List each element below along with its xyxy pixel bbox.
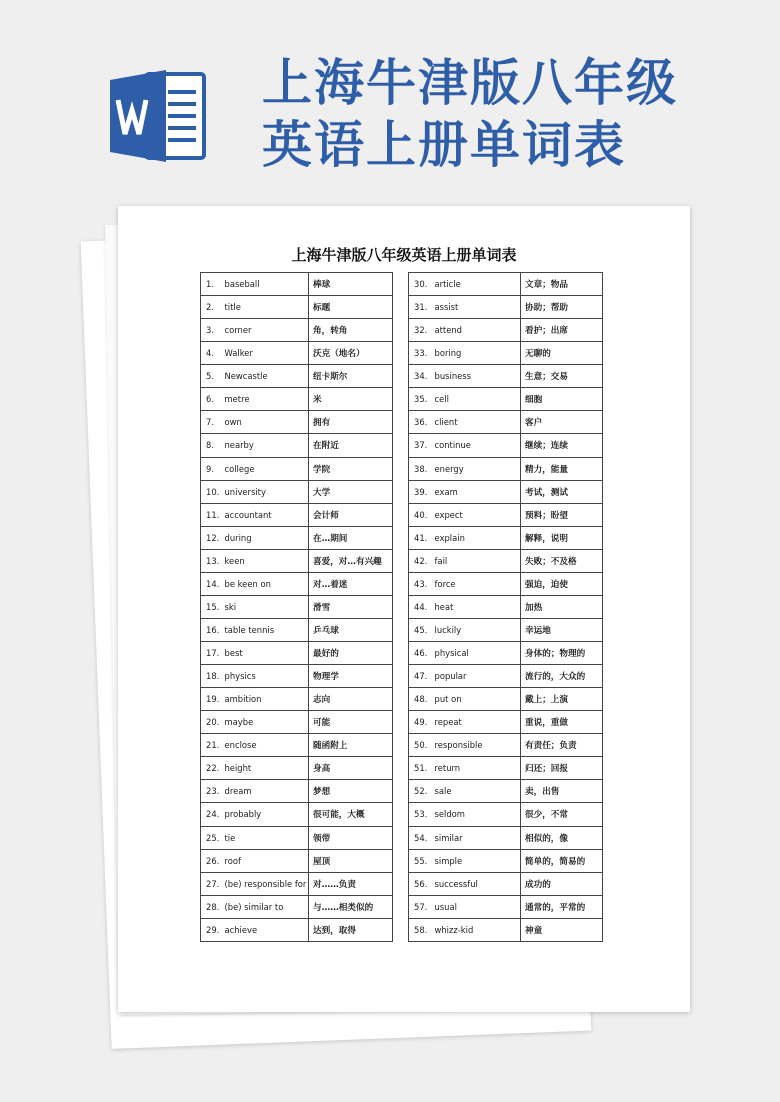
row-number: 32. <box>409 319 433 342</box>
word-chinese: 卖，出售 <box>521 780 603 803</box>
word-english: sale <box>433 780 521 803</box>
word-chinese: 标题 <box>309 296 393 319</box>
table-row <box>409 918 603 941</box>
word-chinese: 大学 <box>309 480 393 503</box>
word-english: article <box>433 273 521 296</box>
table-row <box>201 296 393 319</box>
table-row <box>409 826 603 849</box>
table-row <box>201 688 393 711</box>
word-chinese: 文章；物品 <box>521 273 603 296</box>
row-number: 41. <box>409 526 433 549</box>
row-number: 3. <box>201 319 223 342</box>
row-number: 31. <box>409 296 433 319</box>
row-number: 24. <box>201 803 223 826</box>
table-row <box>201 780 393 803</box>
word-english: during <box>223 526 309 549</box>
word-chinese: 对……负责 <box>309 872 393 895</box>
table-row <box>201 434 393 457</box>
table-row <box>409 480 603 503</box>
table-row <box>201 757 393 780</box>
word-chinese: 强迫，迫使 <box>521 572 603 595</box>
word-english: successful <box>433 872 521 895</box>
word-english: business <box>433 365 521 388</box>
word-english: boring <box>433 342 521 365</box>
row-number: 58. <box>409 918 433 941</box>
row-number: 1. <box>201 273 223 296</box>
word-english: responsible <box>433 734 521 757</box>
word-chinese: 随函附上 <box>309 734 393 757</box>
word-english: title <box>223 296 309 319</box>
document-sheet <box>118 206 690 1012</box>
table-row <box>201 457 393 480</box>
word-chinese: 有责任；负责 <box>521 734 603 757</box>
row-number: 8. <box>201 434 223 457</box>
table-row <box>201 642 393 665</box>
word-english: simple <box>433 849 521 872</box>
row-number: 4. <box>201 342 223 365</box>
word-chinese: 继续；连续 <box>521 434 603 457</box>
table-row <box>201 803 393 826</box>
table-row <box>409 342 603 365</box>
word-chinese: 乒乓球 <box>309 618 393 641</box>
document-title: 上海牛津版八年级英语上册单词表 <box>291 246 517 264</box>
table-row <box>409 803 603 826</box>
row-number: 48. <box>409 688 433 711</box>
word-chinese: 相似的，像 <box>521 826 603 849</box>
word-english: similar <box>433 826 521 849</box>
table-row <box>409 780 603 803</box>
word-english: expect <box>433 503 521 526</box>
table-row <box>409 457 603 480</box>
table-row <box>201 526 393 549</box>
row-number: 47. <box>409 665 433 688</box>
word-chinese: 无聊的 <box>521 342 603 365</box>
row-number: 49. <box>409 711 433 734</box>
title-line-2: 英语上册单词表 <box>262 115 626 174</box>
word-chinese: 对…着迷 <box>309 572 393 595</box>
table-row <box>409 757 603 780</box>
page-title <box>262 52 678 176</box>
row-number: 36. <box>409 411 433 434</box>
word-english: tie <box>223 826 309 849</box>
table-row <box>201 342 393 365</box>
table-row <box>409 296 603 319</box>
word-english: put on <box>433 688 521 711</box>
row-number: 16. <box>201 618 223 641</box>
word-english: ambition <box>223 688 309 711</box>
word-english: roof <box>223 849 309 872</box>
word-english: luckily <box>433 618 521 641</box>
table-row <box>201 273 393 296</box>
row-number: 57. <box>409 895 433 918</box>
table-row <box>409 388 603 411</box>
row-number: 37. <box>409 434 433 457</box>
word-chinese: 棒球 <box>309 273 393 296</box>
word-english: explain <box>433 526 521 549</box>
word-chinese: 屋顶 <box>309 849 393 872</box>
word-english: nearby <box>223 434 309 457</box>
row-number: 39. <box>409 480 433 503</box>
table-row <box>201 665 393 688</box>
table-row <box>409 734 603 757</box>
row-number: 13. <box>201 549 223 572</box>
table-row <box>201 549 393 572</box>
word-chinese: 简单的，简易的 <box>521 849 603 872</box>
row-number: 20. <box>201 711 223 734</box>
word-chinese: 重说，重做 <box>521 711 603 734</box>
table-row <box>409 665 603 688</box>
word-chinese: 喜爱，对…有兴趣 <box>309 549 393 572</box>
row-number: 17. <box>201 642 223 665</box>
word-chinese: 生意；交易 <box>521 365 603 388</box>
table-row <box>409 365 603 388</box>
word-english: energy <box>433 457 521 480</box>
word-chinese: 可能 <box>309 711 393 734</box>
word-english: fail <box>433 549 521 572</box>
word-english: be keen on <box>223 572 309 595</box>
word-english: return <box>433 757 521 780</box>
word-english: corner <box>223 319 309 342</box>
table-row <box>201 503 393 526</box>
row-number: 23. <box>201 780 223 803</box>
word-chinese: 沃克（地名） <box>309 342 393 365</box>
row-number: 51. <box>409 757 433 780</box>
table-row <box>409 526 603 549</box>
row-number: 50. <box>409 734 433 757</box>
table-row <box>201 411 393 434</box>
row-number: 5. <box>201 365 223 388</box>
word-english: cell <box>433 388 521 411</box>
row-number: 52. <box>409 780 433 803</box>
row-number: 30. <box>409 273 433 296</box>
word-english: baseball <box>223 273 309 296</box>
word-chinese: 身体的；物理的 <box>521 642 603 665</box>
table-row <box>201 849 393 872</box>
word-chinese: 梦想 <box>309 780 393 803</box>
table-row <box>409 711 603 734</box>
row-number: 7. <box>201 411 223 434</box>
table-row <box>201 365 393 388</box>
row-number: 42. <box>409 549 433 572</box>
word-english: height <box>223 757 309 780</box>
row-number: 35. <box>409 388 433 411</box>
word-english: seldom <box>433 803 521 826</box>
row-number: 22. <box>201 757 223 780</box>
table-row <box>201 388 393 411</box>
word-chinese: 解释，说明 <box>521 526 603 549</box>
word-english: dream <box>223 780 309 803</box>
table-row <box>409 549 603 572</box>
table-row <box>409 434 603 457</box>
table-row <box>409 273 603 296</box>
word-chinese: 看护；出席 <box>521 319 603 342</box>
table-row <box>409 319 603 342</box>
row-number: 54. <box>409 826 433 849</box>
word-chinese: 物理学 <box>309 665 393 688</box>
word-english: client <box>433 411 521 434</box>
table-row <box>201 618 393 641</box>
row-number: 26. <box>201 849 223 872</box>
word-chinese: 在…期间 <box>309 526 393 549</box>
table-row <box>201 319 393 342</box>
word-chinese: 协助；帮助 <box>521 296 603 319</box>
table-row <box>409 688 603 711</box>
table-row <box>201 918 393 941</box>
word-english: popular <box>433 665 521 688</box>
word-chinese: 细胞 <box>521 388 603 411</box>
row-number: 10. <box>201 480 223 503</box>
table-row <box>201 711 393 734</box>
table-row <box>409 872 603 895</box>
word-chinese: 在附近 <box>309 434 393 457</box>
row-number: 46. <box>409 642 433 665</box>
word-chinese: 幸运地 <box>521 618 603 641</box>
vocab-table-left <box>200 272 393 942</box>
word-chinese: 滑雪 <box>309 595 393 618</box>
word-english: usual <box>433 895 521 918</box>
word-english: university <box>223 480 309 503</box>
word-english: (be) responsible for <box>223 872 309 895</box>
table-row <box>201 595 393 618</box>
table-row <box>409 572 603 595</box>
row-number: 43. <box>409 572 433 595</box>
word-english: Walker <box>223 342 309 365</box>
row-number: 25. <box>201 826 223 849</box>
row-number: 55. <box>409 849 433 872</box>
word-english: force <box>433 572 521 595</box>
word-chinese: 与……相类似的 <box>309 895 393 918</box>
word-english: physics <box>223 665 309 688</box>
table-row <box>409 595 603 618</box>
word-chinese: 客户 <box>521 411 603 434</box>
word-english: physical <box>433 642 521 665</box>
word-chinese: 角，转角 <box>309 319 393 342</box>
word-chinese: 精力，能量 <box>521 457 603 480</box>
word-chinese: 预料；盼望 <box>521 503 603 526</box>
word-chinese: 成功的 <box>521 872 603 895</box>
word-english: repeat <box>433 711 521 734</box>
word-english: maybe <box>223 711 309 734</box>
row-number: 28. <box>201 895 223 918</box>
word-english: continue <box>433 434 521 457</box>
word-english: keen <box>223 549 309 572</box>
row-number: 34. <box>409 365 433 388</box>
row-number: 29. <box>201 918 223 941</box>
word-chinese: 最好的 <box>309 642 393 665</box>
word-english: exam <box>433 480 521 503</box>
word-chinese: 纽卡斯尔 <box>309 365 393 388</box>
table-row <box>409 895 603 918</box>
table-row <box>409 411 603 434</box>
row-number: 15. <box>201 595 223 618</box>
row-number: 2. <box>201 296 223 319</box>
row-number: 33. <box>409 342 433 365</box>
row-number: 21. <box>201 734 223 757</box>
row-number: 18. <box>201 665 223 688</box>
word-chinese: 很少，不常 <box>521 803 603 826</box>
word-english: assist <box>433 296 521 319</box>
word-chinese: 流行的，大众的 <box>521 665 603 688</box>
row-number: 56. <box>409 872 433 895</box>
word-chinese: 失败；不及格 <box>521 549 603 572</box>
word-chinese: 领带 <box>309 826 393 849</box>
word-chinese: 很可能，大概 <box>309 803 393 826</box>
table-row <box>201 872 393 895</box>
row-number: 38. <box>409 457 433 480</box>
word-document-icon <box>108 66 208 166</box>
word-english: ski <box>223 595 309 618</box>
word-chinese: 身高 <box>309 757 393 780</box>
row-number: 44. <box>409 595 433 618</box>
word-chinese: 考试，测试 <box>521 480 603 503</box>
row-number: 19. <box>201 688 223 711</box>
word-chinese: 拥有 <box>309 411 393 434</box>
word-chinese: 通常的，平常的 <box>521 895 603 918</box>
word-english: whizz-kid <box>433 918 521 941</box>
word-english: attend <box>433 319 521 342</box>
table-row <box>201 826 393 849</box>
word-english: metre <box>223 388 309 411</box>
row-number: 27. <box>201 872 223 895</box>
word-english: enclose <box>223 734 309 757</box>
word-english: Newcastle <box>223 365 309 388</box>
row-number: 9. <box>201 457 223 480</box>
word-chinese: 加热 <box>521 595 603 618</box>
title-line-1: 上海牛津版八年级 <box>262 53 678 112</box>
table-row <box>201 480 393 503</box>
word-chinese: 戴上；上演 <box>521 688 603 711</box>
word-english: (be) similar to <box>223 895 309 918</box>
table-row <box>409 503 603 526</box>
table-row <box>201 572 393 595</box>
row-number: 14. <box>201 572 223 595</box>
vocab-table-right <box>408 272 603 942</box>
table-row <box>409 618 603 641</box>
word-english: achieve <box>223 918 309 941</box>
word-english: best <box>223 642 309 665</box>
row-number: 40. <box>409 503 433 526</box>
row-number: 6. <box>201 388 223 411</box>
word-english: heat <box>433 595 521 618</box>
word-english: accountant <box>223 503 309 526</box>
word-english: own <box>223 411 309 434</box>
word-chinese: 神童 <box>521 918 603 941</box>
row-number: 45. <box>409 618 433 641</box>
word-chinese: 学院 <box>309 457 393 480</box>
table-row <box>409 642 603 665</box>
row-number: 53. <box>409 803 433 826</box>
word-chinese: 米 <box>309 388 393 411</box>
row-number: 11. <box>201 503 223 526</box>
table-row <box>201 734 393 757</box>
word-english: college <box>223 457 309 480</box>
word-english: table tennis <box>223 618 309 641</box>
word-chinese: 志向 <box>309 688 393 711</box>
table-row <box>409 849 603 872</box>
word-english: probably <box>223 803 309 826</box>
word-chinese: 归还；回报 <box>521 757 603 780</box>
word-chinese: 会计师 <box>309 503 393 526</box>
table-row <box>201 895 393 918</box>
word-chinese: 达到，取得 <box>309 918 393 941</box>
row-number: 12. <box>201 526 223 549</box>
